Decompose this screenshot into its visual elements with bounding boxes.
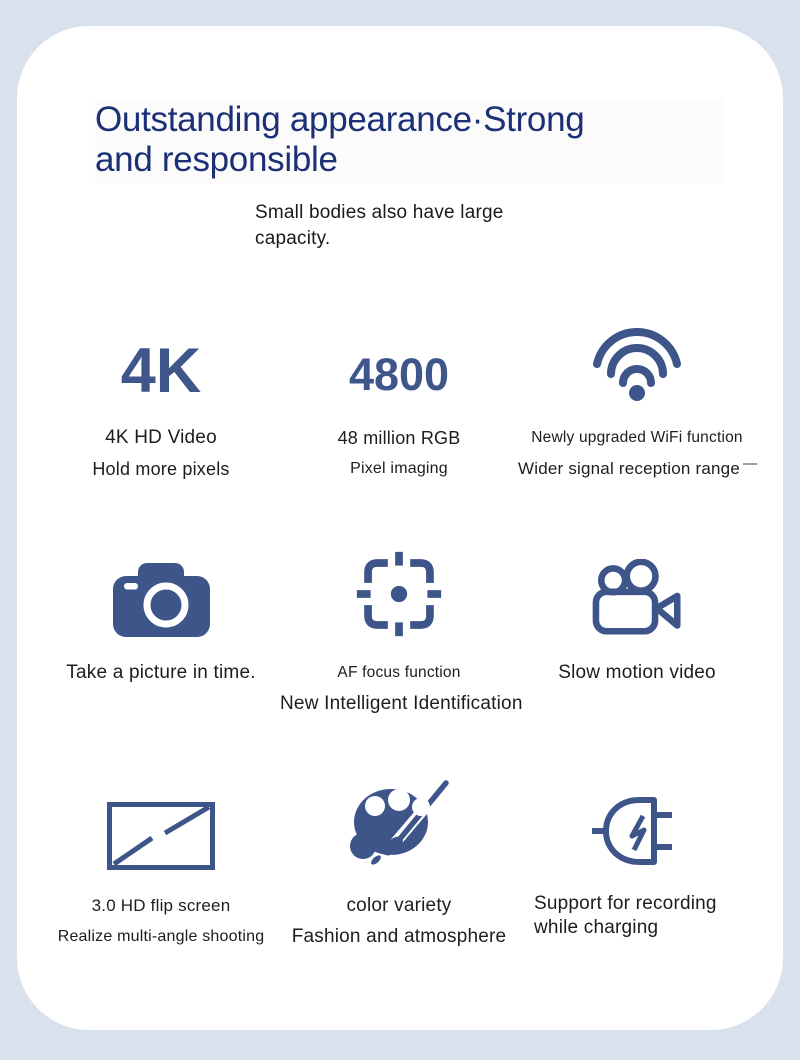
- feature-photo-capture: [42, 551, 280, 715]
- range-dash-mark: [743, 463, 757, 465]
- feature-caption: Slow motion video: [558, 662, 716, 683]
- feature-caption: Newly upgraded WiFi function: [531, 429, 743, 446]
- feature-4k-video: [42, 322, 280, 480]
- feature-48mp: [280, 322, 518, 480]
- page-title: [95, 100, 723, 180]
- feature-subcaption: New Intelligent Identification: [280, 693, 523, 714]
- page-subtitle: [255, 200, 783, 252]
- flip-screen-icon: [107, 802, 215, 870]
- page-subtitle-line2: capacity.: [255, 228, 331, 249]
- feature-slow-motion: [518, 551, 756, 715]
- feature-caption: 48 million RGB: [337, 428, 461, 448]
- feature-record-while-charging: [518, 786, 756, 948]
- feature-caption-line2: while charging: [534, 917, 659, 938]
- feature-af-focus: [280, 551, 523, 715]
- feature-subcaption: Pixel imaging: [350, 460, 448, 477]
- feature-subcaption: Hold more pixels: [92, 459, 230, 479]
- feature-caption: color variety: [346, 895, 452, 916]
- charging-plug-icon: [591, 792, 683, 870]
- feature-caption: Support for recording: [534, 893, 717, 914]
- video-camera-icon: [591, 559, 683, 637]
- content-card: [17, 26, 783, 1030]
- page-title-line2: and responsible: [95, 140, 338, 179]
- feature-subcaption: Fashion and atmosphere: [291, 926, 507, 947]
- feature-caption: AF focus function: [337, 664, 461, 681]
- feature-flip-screen: [42, 786, 280, 948]
- feature-wifi: [518, 322, 756, 480]
- feature-grid: [17, 322, 783, 948]
- feature-subcaption: [518, 458, 756, 480]
- wifi-icon: [587, 324, 687, 402]
- header: [95, 100, 723, 184]
- feature-color-variety: [280, 786, 518, 948]
- feature-caption: 4K HD Video: [105, 427, 217, 448]
- feature-subcaption-text: Wider signal reception range: [518, 459, 740, 478]
- 4k-big-text: 4K: [120, 336, 202, 407]
- camera-icon: [113, 557, 210, 637]
- page-subtitle-line1: Small bodies also have large: [255, 202, 504, 223]
- 4800-big-text: 4800: [348, 349, 450, 400]
- focus-frame-icon: [356, 551, 442, 637]
- feature-subcaption: Realize multi-angle shooting: [57, 928, 265, 945]
- feature-caption: 3.0 HD flip screen: [91, 896, 231, 915]
- feature-caption: Take a picture in time.: [66, 662, 256, 683]
- palette-icon: [349, 780, 449, 870]
- page-title-line1: Outstanding appearance·Strong: [95, 100, 585, 139]
